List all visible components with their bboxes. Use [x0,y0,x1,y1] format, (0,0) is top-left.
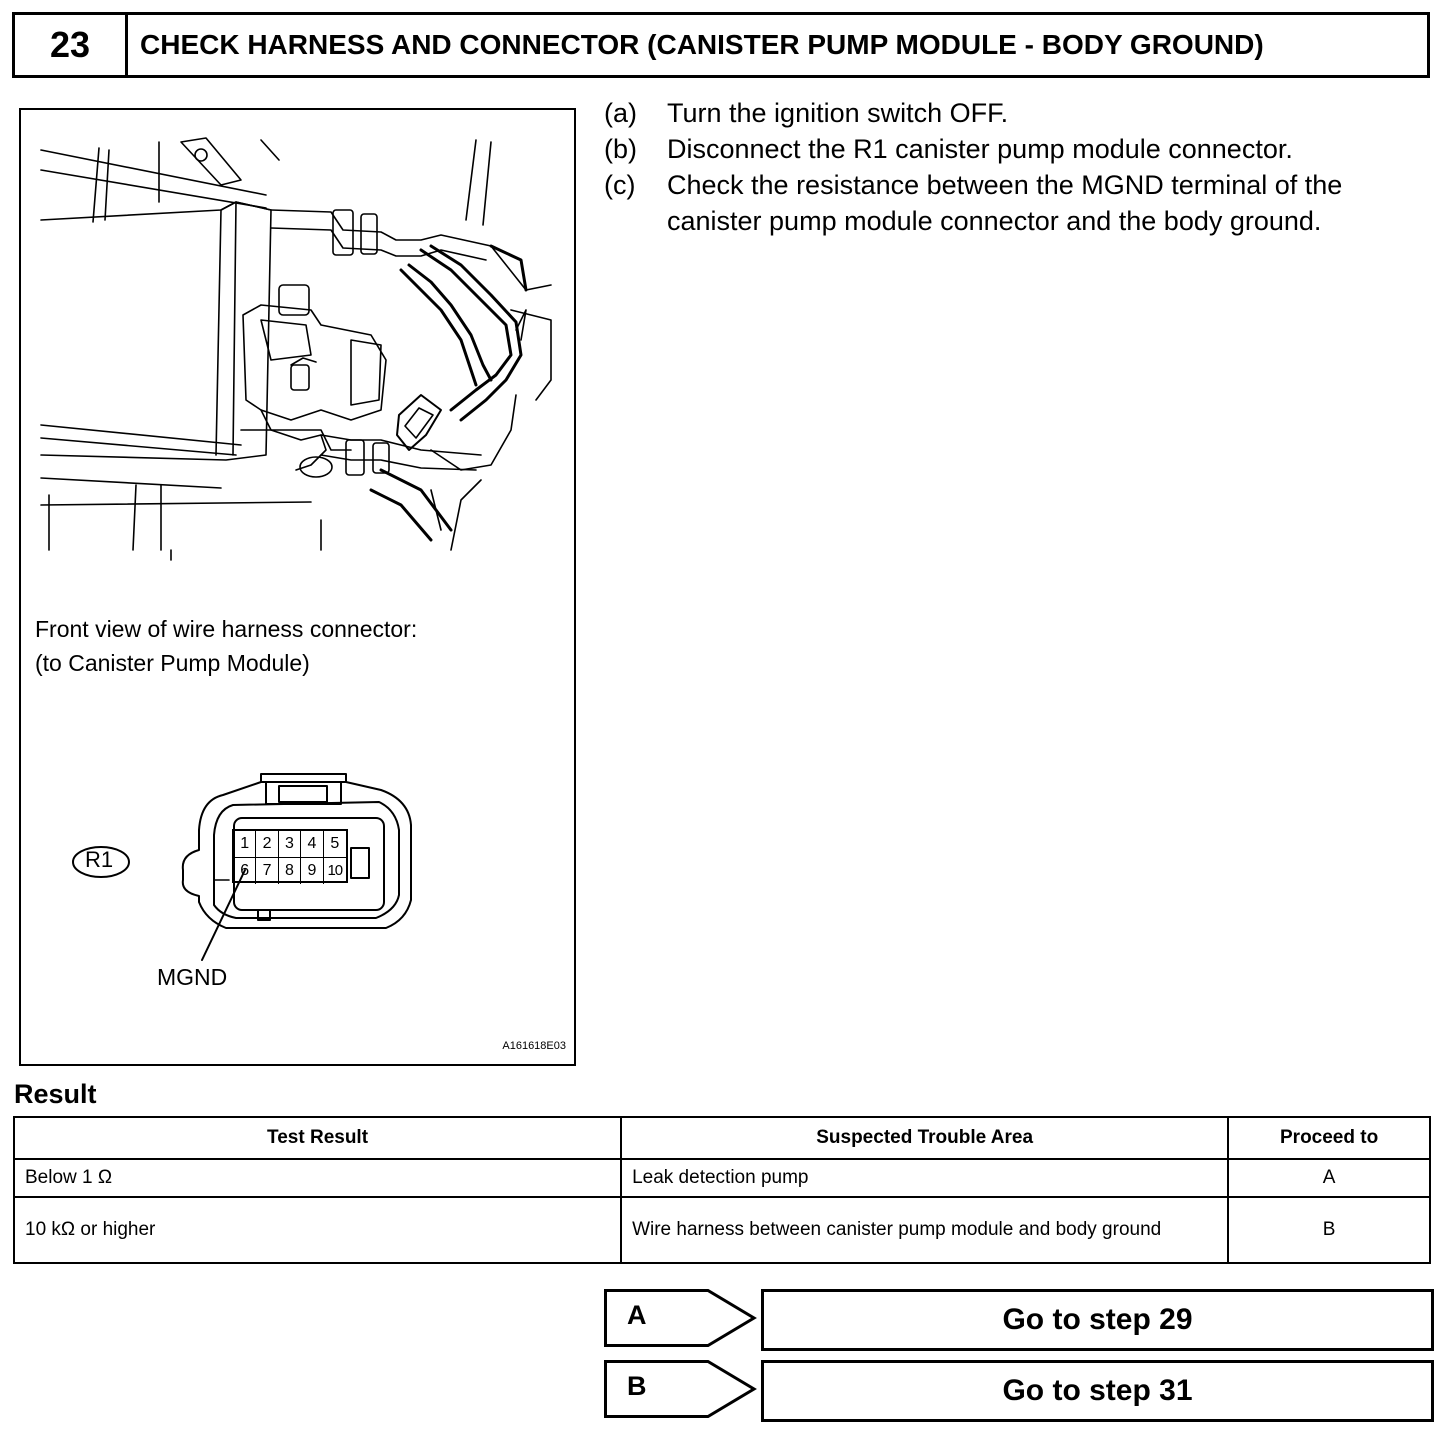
step-text: Turn the ignition switch OFF. [667,98,1009,128]
step-letter: (c) [604,170,636,200]
test-result-cell: Below 1 Ω [14,1159,621,1197]
step-text: Check the resistance between the MGND terminal of the canister pump module connector and the body ground. [667,170,1343,236]
column-header: Proceed to [1228,1117,1430,1159]
pin-7: 7 [256,858,278,884]
pin-1: 1 [234,831,256,858]
connector-figure [19,108,576,1066]
pin-5: 5 [324,831,346,858]
goto-letter: A [604,1289,690,1347]
step-text: Disconnect the R1 canister pump module connector. [667,134,1293,164]
procedure-steps [604,95,1444,239]
pin-3: 3 [279,831,301,858]
column-header: Test Result [14,1117,621,1159]
result-table [13,1116,1431,1264]
procedure-step [604,95,1444,131]
test-result-cell: 10 kΩ or higher [14,1197,621,1263]
figure-caption-line1: Front view of wire harness connector: [35,616,418,642]
proceed-cell: B [1228,1197,1430,1263]
pin-2: 2 [256,831,278,858]
procedure-step [604,167,1444,239]
procedure-step [604,131,1444,167]
arrow-right-icon [688,1289,758,1349]
column-header: Suspected Trouble Area [621,1117,1228,1159]
step-letter: (a) [604,98,637,128]
table-header-row [14,1117,1430,1159]
connector-id-label: R1 [85,847,114,872]
trouble-area-cell: Wire harness between canister pump module and body ground [621,1197,1228,1263]
pin-6: 6 [234,858,256,884]
pin-9: 9 [301,858,323,884]
figure-caption [35,612,417,680]
result-heading: Result [14,1079,97,1109]
step-number: 23 [15,15,128,75]
engine-bay-illustration [21,110,574,1064]
goto-option-b[interactable] [604,1360,1434,1422]
pin-8: 8 [279,858,301,884]
mgnd-terminal-label: MGND [157,964,228,990]
goto-option-a[interactable] [604,1289,1434,1351]
step-letter: (b) [604,134,637,164]
goto-letter: B [604,1360,690,1418]
connector-pin-grid [232,829,348,883]
table-row [14,1197,1430,1263]
proceed-cell: A [1228,1159,1430,1197]
figure-caption-line2: (to Canister Pump Module) [35,650,310,676]
step-header [12,12,1430,78]
pin-10: 10 [327,862,343,879]
table-row [14,1159,1430,1197]
trouble-area-cell: Leak detection pump [621,1159,1228,1197]
arrow-right-icon [688,1360,758,1420]
pin-4: 4 [301,831,323,858]
figure-image-code: A161618E03 [502,1040,566,1052]
goto-step-button[interactable]: Go to step 31 [761,1360,1434,1422]
goto-step-button[interactable]: Go to step 29 [761,1289,1434,1351]
step-title: CHECK HARNESS AND CONNECTOR (CANISTER PUMP MODULE - BODY GROUND) [140,29,1264,60]
